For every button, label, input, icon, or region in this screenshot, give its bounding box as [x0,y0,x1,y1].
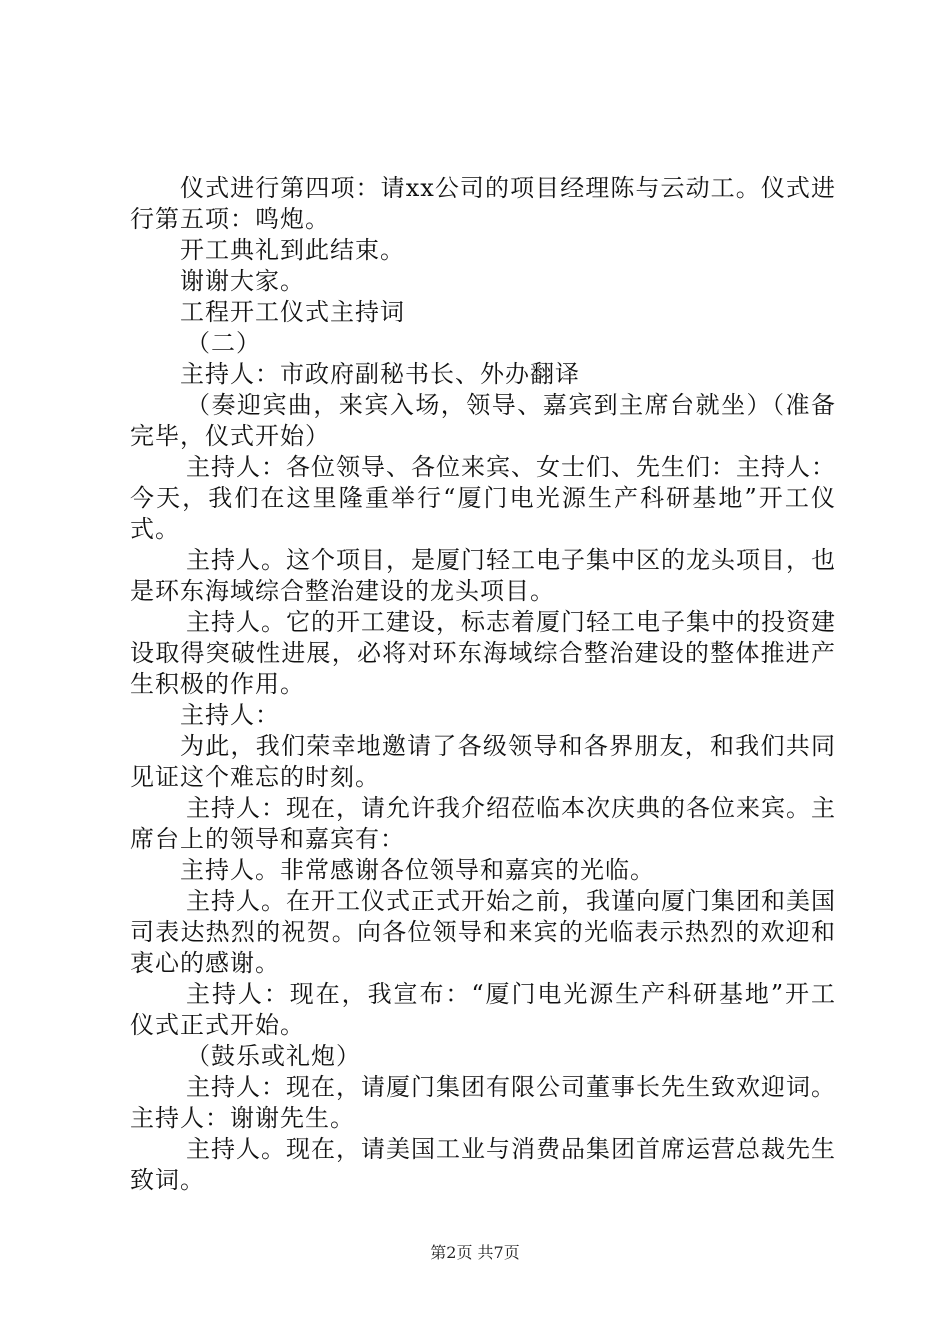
paragraph: 仪式进行第四项：请xx公司的项目经理陈与云动工。仪式进行第五项：鸣炮。 [130,174,836,233]
paragraph: 主持人： [180,701,280,729]
paragraph: 主持人。非常感谢各位领导和嘉宾的光临。 [180,856,655,884]
paragraph: 主持人：现在，我宣布：“厦门电光源生产科研基地”开工仪式正式开始。 [130,980,836,1039]
paragraph: 谢谢大家。 [180,267,305,295]
paragraph: 主持人。现在，请美国工业与消费品集团首席运营总裁先生致词。 [130,1135,836,1194]
paragraph: 开工典礼到此结束。 [180,236,405,264]
paragraph: 主持人。它的开工建设，标志着厦门轻工电子集中的投资建设取得突破性进展，必将对环东海域综合整治建设的整体推进产生积极的作用。 [130,608,836,698]
section-number: （二） [186,329,261,357]
paragraph: 主持人：市政府副秘书长、外办翻译 [180,360,580,388]
paragraph: （鼓乐或礼炮） [186,1042,361,1070]
paragraph: 主持人：现在，请厦门集团有限公司董事长先生致欢迎词。主持人：谢谢先生。 [130,1073,836,1132]
page-number-footer: 第2页 共7页 [430,1243,520,1262]
paragraph: 主持人。这个项目，是厦门轻工电子集中区的龙头项目，也是环东海域综合整治建设的龙头项目。 [130,546,836,605]
document-body [130,173,836,1196]
paragraph: （奏迎宾曲，来宾入场，领导、嘉宾到主席台就坐）（准备完毕，仪式开始） [130,391,836,450]
section-title: 工程开工仪式主持词 [180,298,405,326]
paragraph: 主持人。在开工仪式正式开始之前，我谨向厦门集团和美国司表达热烈的祝贺。向各位领导和来宾的光临表示热烈的欢迎和衷心的感谢。 [130,887,836,977]
paragraph: 为此，我们荣幸地邀请了各级领导和各界朋友，和我们共同见证这个难忘的时刻。 [130,732,836,791]
paragraph: 主持人：各位领导、各位来宾、女士们、先生们：主持人：今天，我们在这里隆重举行“厦门电光源生产科研基地”开工仪式。 [130,453,836,543]
paragraph: 主持人：现在，请允许我介绍莅临本次庆典的各位来宾。主席台上的领导和嘉宾有： [130,794,836,853]
